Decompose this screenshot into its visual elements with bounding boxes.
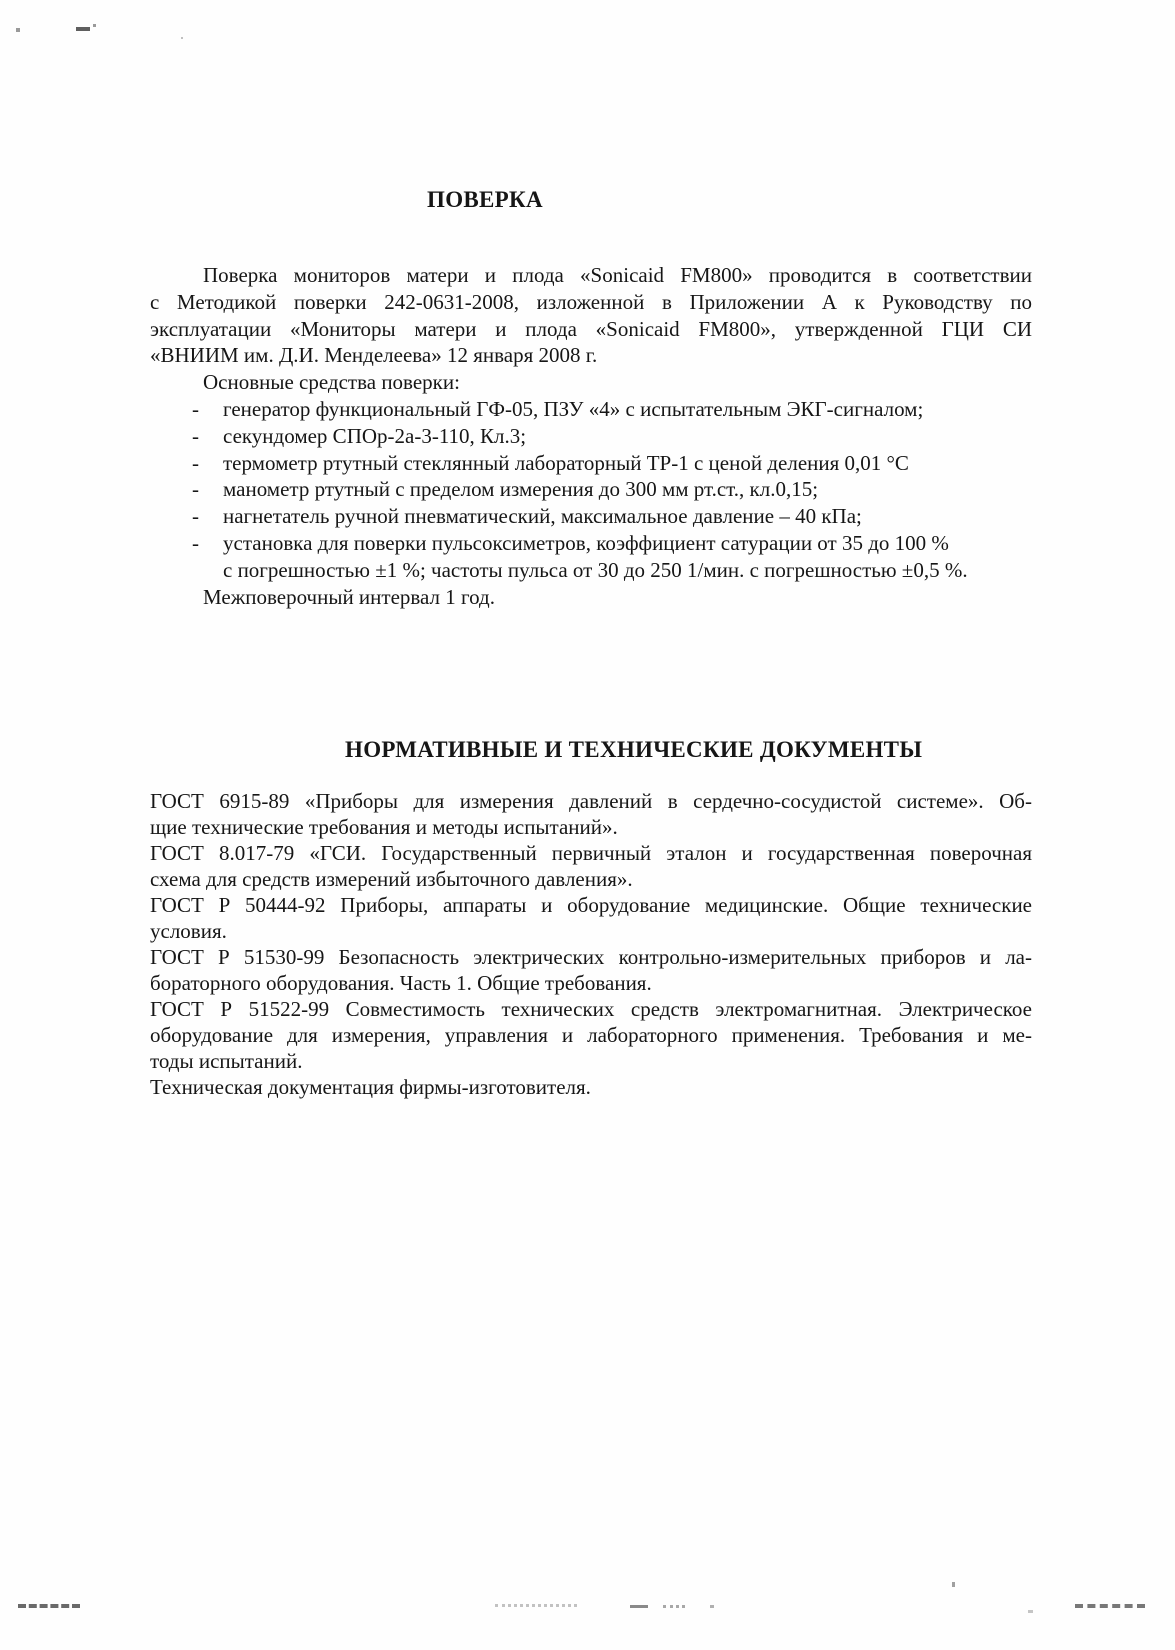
- list-item: [150, 396, 1032, 423]
- text-line: манометр ртутный с пределом измерения до 300 мм рт.ст., кл.0,15;: [223, 477, 819, 502]
- section-title-documents: НОРМАТИВНЫЕ И ТЕХНИЧЕСКИЕ ДОКУМЕНТЫ: [345, 737, 923, 763]
- text-line: с погрешностью ±1 %; частоты пульса от 30 до 250 1/мин. с погрешностью ±0,5 %.: [223, 557, 968, 582]
- bullet-dash: -: [192, 450, 199, 475]
- text-line: установка для поверки пульсоксиметров, коэффициент сатурации от 35 до 100 %: [223, 530, 949, 555]
- list-item: [150, 423, 1032, 450]
- list-intro: Основные средства поверки:: [203, 370, 460, 395]
- intro-paragraph: [150, 262, 1032, 369]
- scan-artifact: [93, 24, 96, 27]
- scan-artifact: [952, 1582, 955, 1587]
- bullet-dash: -: [192, 530, 199, 555]
- text-line: ГОСТ 8.017-79 «ГСИ. Государственный первичный эталон и государственная поверочная: [150, 841, 1032, 866]
- text-line: секундомер СПОр-2а-3-110, Кл.3;: [223, 423, 527, 448]
- text-line: условия.: [150, 919, 227, 944]
- bullet-dash: -: [192, 477, 199, 502]
- text-line: щие технические требования и методы испытаний».: [150, 815, 618, 840]
- text-line: нагнетатель ручной пневматический, максимальное давление – 40 кПа;: [223, 504, 862, 529]
- interval-note: Межповерочный интервал 1 год.: [203, 584, 495, 609]
- text-line: Техническая документация фирмы-изготовителя.: [150, 1075, 591, 1100]
- document-paragraph: [150, 840, 1032, 892]
- list-item-text: [223, 503, 1032, 530]
- document-paragraph: [150, 788, 1032, 840]
- list-item-text: [223, 530, 1032, 584]
- scan-artifact: [1028, 1610, 1033, 1613]
- text-line: эксплуатации «Мониторы матери и плода «Sonicaid FM800», утвержденной ГЦИ СИ: [150, 316, 1032, 341]
- verification-means-list: [150, 396, 1032, 584]
- document-paragraph: [150, 996, 1032, 1074]
- scan-artifact: [663, 1605, 685, 1608]
- text-line: термометр ртутный стеклянный лабораторный ТР-1 с ценой деления 0,01 °С: [223, 450, 909, 475]
- list-item-text: [223, 476, 1032, 503]
- text-line: ГОСТ 6915-89 «Приборы для измерения давлений в сердечно-сосудистой системе». Об-: [150, 789, 1032, 814]
- bullet-dash: -: [192, 423, 199, 448]
- text-line: бораторного оборудования. Часть 1. Общие требования.: [150, 971, 652, 996]
- text-line: тоды испытаний.: [150, 1049, 303, 1074]
- bullet-dash: -: [192, 504, 199, 529]
- text-line: ГОСТ Р 51522-99 Совместимость технических средств электромагнитная. Электрическое: [150, 997, 1032, 1022]
- list-item: [150, 476, 1032, 503]
- text-line: с Методикой поверки 242-0631-2008, изложенной в Приложении А к Руководству по: [150, 289, 1032, 314]
- list-item-text: [223, 396, 1032, 423]
- document-paragraph: [150, 1074, 1032, 1100]
- document-paragraph: [150, 944, 1032, 996]
- text-line: «ВНИИМ им. Д.И. Менделеева» 12 января 2008 г.: [150, 343, 598, 368]
- text-line: генератор функциональный ГФ-05, ПЗУ «4» с испытательным ЭКГ-сигналом;: [223, 396, 924, 421]
- scan-artifact: [495, 1604, 577, 1607]
- document-paragraph: [150, 892, 1032, 944]
- text-line: схема для средств измерений избыточного давления».: [150, 867, 633, 892]
- scan-artifact: [18, 1604, 80, 1608]
- document-content: [150, 0, 1032, 1100]
- scan-artifact: [1075, 1604, 1145, 1608]
- bullet-dash: -: [192, 396, 199, 421]
- list-item-text: [223, 450, 1032, 477]
- scan-artifact: [710, 1605, 714, 1608]
- scan-artifact: [630, 1605, 648, 1608]
- text-line: ГОСТ Р 51530-99 Безопасность электрических контрольно-измерительных приборов и ла-: [150, 945, 1032, 970]
- scan-artifact: [16, 28, 20, 32]
- text-line: оборудование для измерения, управления и лабораторного применения. Требования и ме-: [150, 1023, 1032, 1048]
- list-item-text: [223, 423, 1032, 450]
- section-title-poverka: ПОВЕРКА: [427, 187, 543, 212]
- documents-paragraphs: [150, 788, 1032, 1100]
- list-item: [150, 530, 1032, 584]
- list-item: [150, 450, 1032, 477]
- list-item: [150, 503, 1032, 530]
- text-line: ГОСТ Р 50444-92 Приборы, аппараты и оборудование медицинские. Общие технические: [150, 893, 1032, 918]
- scan-artifact: [76, 27, 90, 31]
- text-line: Поверка мониторов матери и плода «Sonicaid FM800» проводится в соответствии: [203, 263, 1032, 287]
